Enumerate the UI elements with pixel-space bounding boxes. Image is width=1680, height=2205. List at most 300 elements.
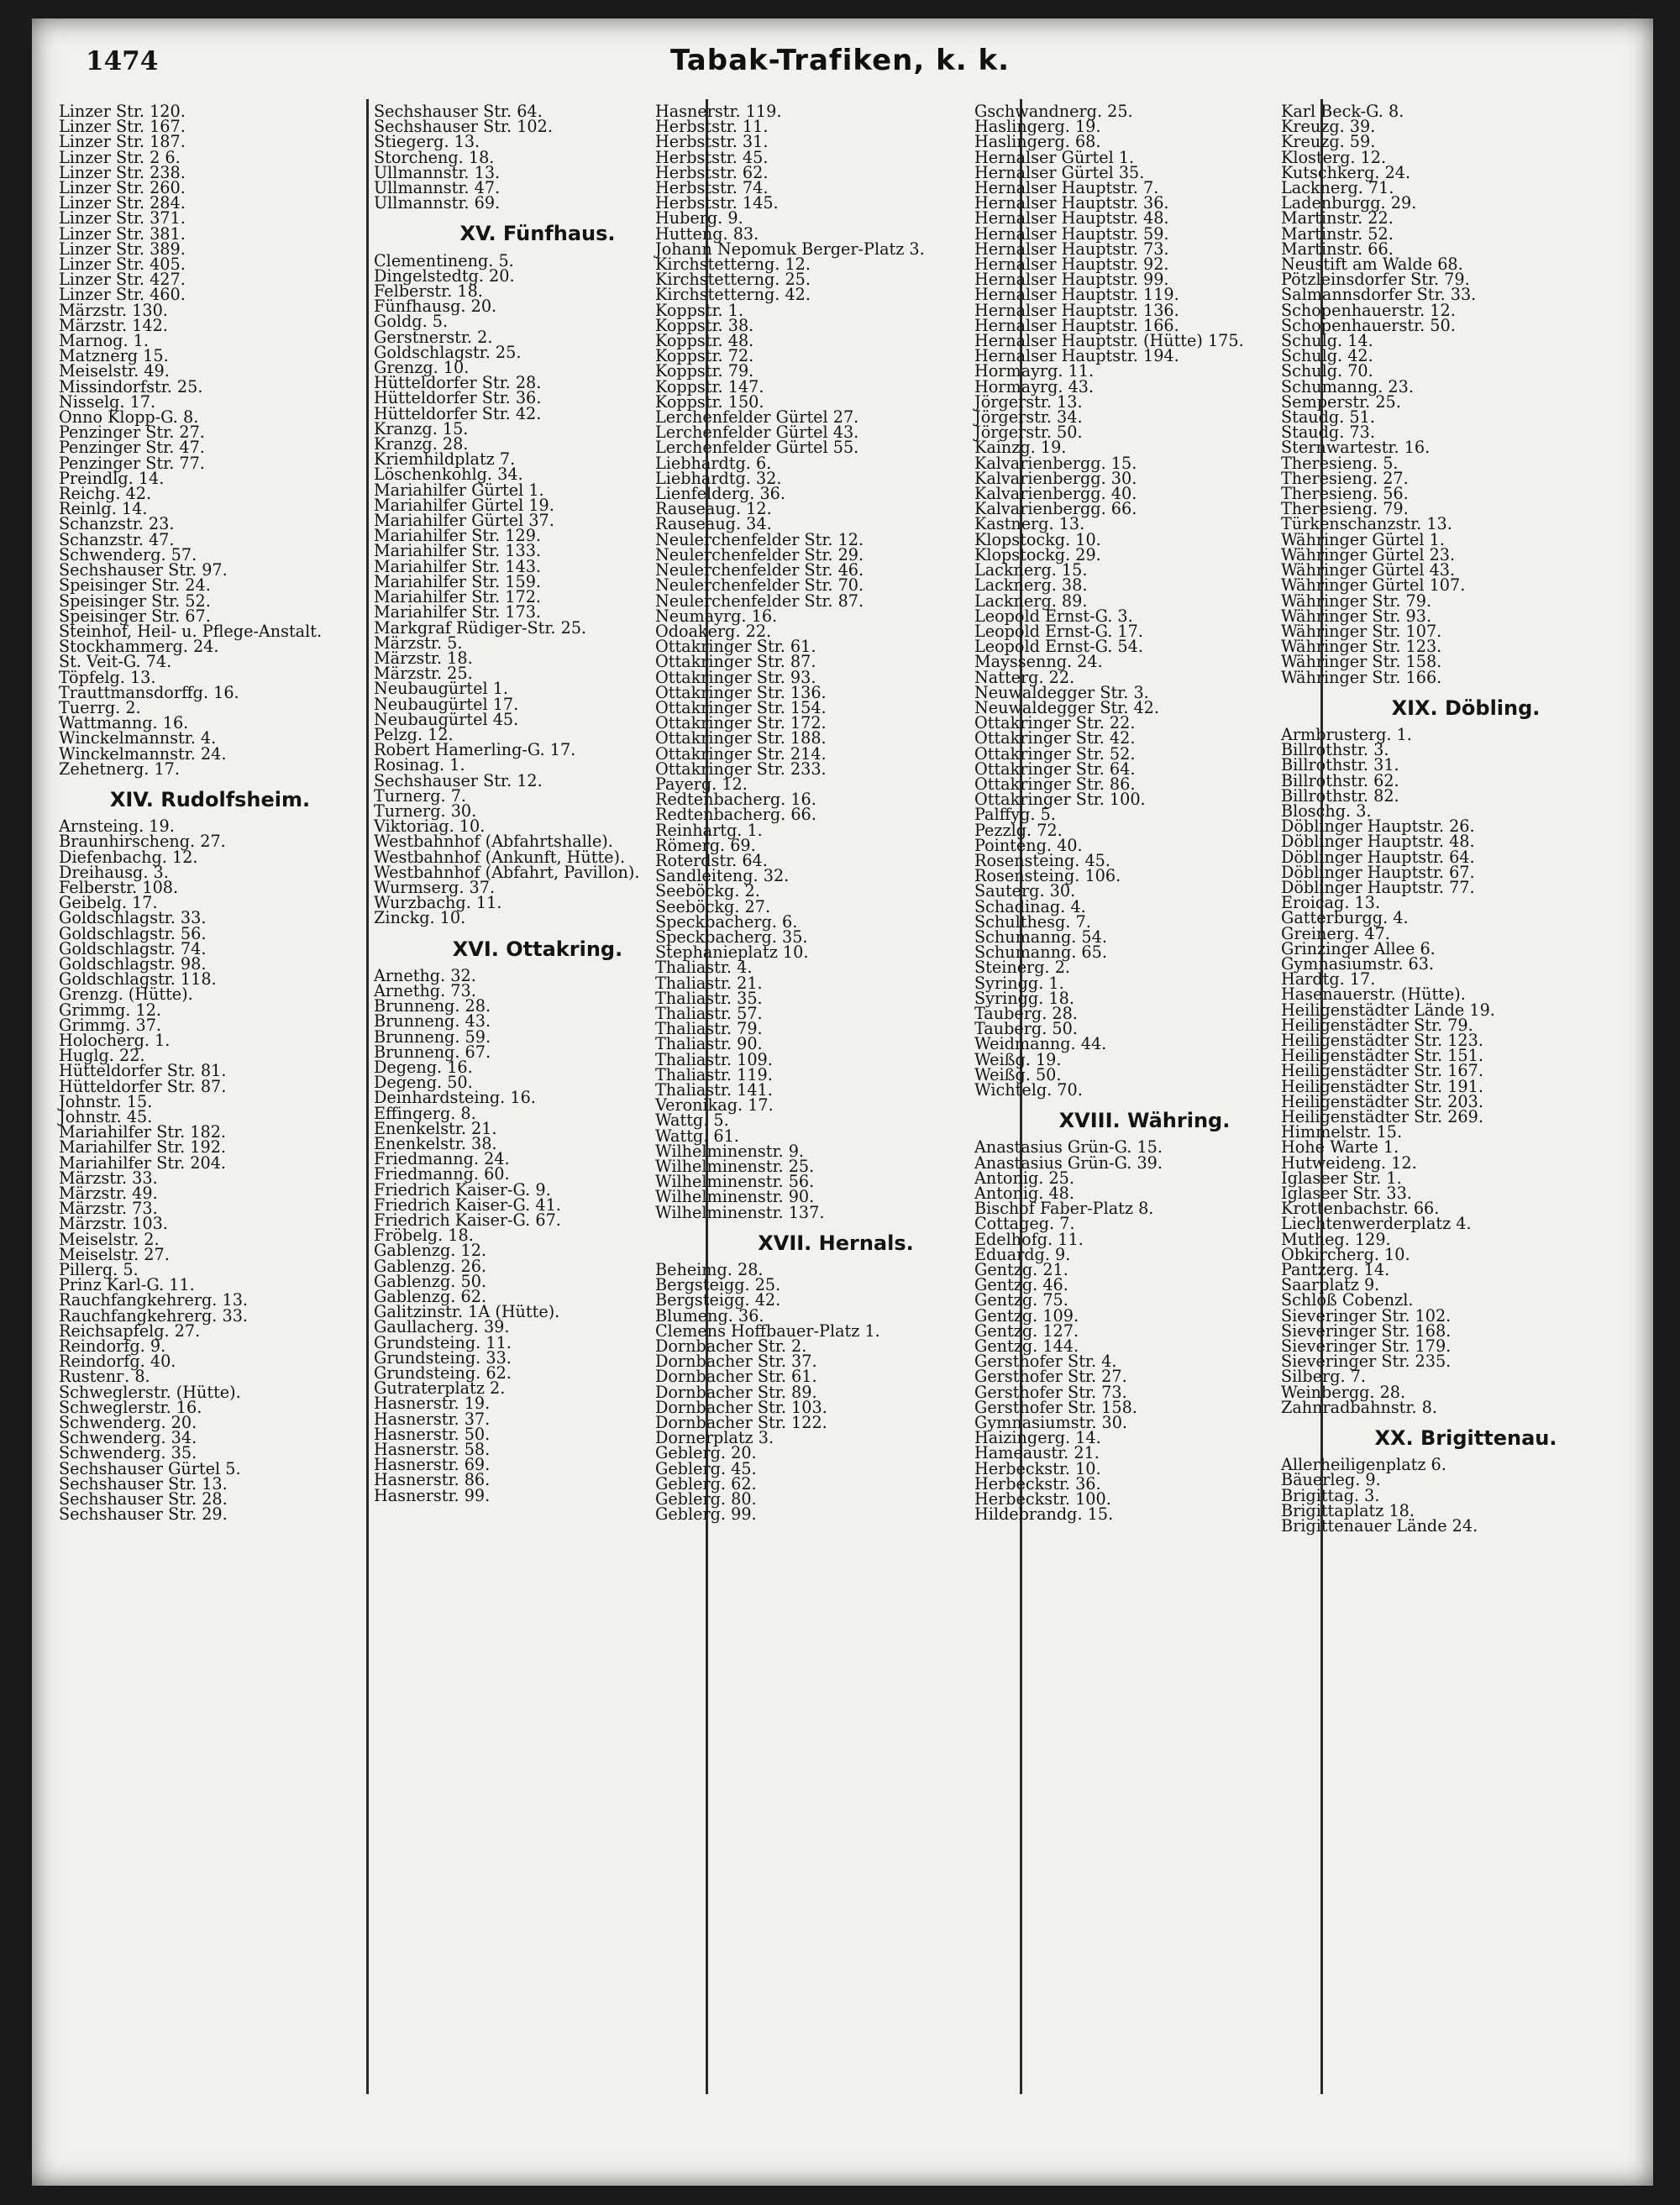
address-entry: Salmannsdorfer Str. 33. — [1281, 285, 1477, 305]
address-entry: Iglaseer Str. 1. — [1281, 1168, 1402, 1188]
address-entry: Sechshauser Str. 13. — [59, 1473, 228, 1494]
address-entry: Hasnerstr. 99. — [374, 1485, 491, 1505]
address-entry: Hardtg. 17. — [1281, 969, 1376, 990]
address-entry: Sandleiteng. 32. — [655, 866, 790, 886]
address-entry: Haizingerg. 14. — [974, 1428, 1101, 1448]
address-entry: Billrothstr. 62. — [1281, 770, 1399, 790]
address-entry: Klosterg. 12. — [1281, 147, 1387, 167]
address-entry: Staudg. 73. — [1281, 423, 1375, 443]
address-entry: Ottakringer Str. 233. — [655, 759, 827, 779]
address-entry: Weißg. 50. — [974, 1064, 1062, 1084]
address-entry: Reinlg. 14. — [59, 499, 148, 519]
address-entry: Geblerg. 20. — [655, 1443, 757, 1463]
address-entry: Marnog. 1. — [59, 331, 149, 351]
address-entry: Herbststr. 62. — [655, 162, 769, 182]
address-entry: Mayssenng. 24. — [974, 652, 1103, 672]
address-entry: Missindorfstr. 25. — [59, 376, 203, 396]
address-entry: Heiligenstädter Str. 151. — [1281, 1046, 1483, 1066]
address-entry: Hormayrg. 11. — [974, 361, 1095, 381]
address-entry: Meiselstr. 2. — [59, 1229, 160, 1249]
address-entry: Gaullacherg. 39. — [374, 1317, 510, 1337]
address-entry: Holocherg. 1. — [59, 1030, 171, 1050]
address-entry: Wattmanng. 16. — [59, 713, 189, 733]
address-entry: Zahnradbahnstr. 8. — [1281, 1397, 1437, 1417]
address-entry: Weinbergg. 28. — [1281, 1382, 1406, 1402]
address-entry: Döblinger Hauptstr. 64. — [1281, 847, 1475, 867]
address-entry: Herbststr. 145. — [655, 193, 779, 213]
address-entry: Ottakringer Str. 188. — [655, 728, 827, 748]
address-entry: Gablenzg. 26. — [374, 1256, 487, 1276]
address-entry: Rosensteing. 45. — [974, 850, 1110, 870]
address-entry: Allerheiligenplatz 6. — [1281, 1455, 1446, 1475]
address-entry: Rauseaug. 12. — [655, 499, 772, 519]
page-number: 1474 — [86, 46, 159, 76]
address-entry: Onno Klopp-G. 8. — [59, 407, 199, 428]
address-entry: Eroicag. 13. — [1281, 893, 1381, 913]
address-entry: Heiligenstädter Str. 123. — [1281, 1030, 1483, 1050]
address-entry: Billrothstr. 82. — [1281, 785, 1399, 806]
address-entry: Odoakerg. 22. — [655, 621, 772, 641]
address-entry: Brunneng. 43. — [374, 1011, 491, 1032]
address-entry: Geblerg. 45. — [655, 1458, 757, 1478]
address-entry: Herbststr. 74. — [655, 178, 769, 198]
address-entry: Stephanieplatz 10. — [655, 942, 809, 963]
address-entry: Kirchstetterng. 25. — [655, 270, 811, 290]
address-entry: Neulerchenfelder Str. 87. — [655, 591, 864, 611]
address-entry: Johnstr. 15. — [59, 1091, 153, 1111]
address-entry: Leopold Ernst-G. 3. — [974, 606, 1133, 626]
address-entry: Schumanng. 65. — [974, 942, 1107, 963]
address-entry: Hasnerstr. 37. — [374, 1409, 491, 1429]
address-entry: Lerchenfelder Gürtel 43. — [655, 423, 859, 443]
address-entry: Seeböckg. 27. — [655, 896, 771, 916]
address-entry: Märzstr. 142. — [59, 315, 168, 335]
address-entry: Neumayrg. 16. — [655, 606, 778, 626]
address-entry: Hasnerstr. 69. — [374, 1455, 491, 1475]
address-entry: Sechshauser Str. 29. — [59, 1504, 228, 1525]
address-entry: Friedmanng. 24. — [374, 1149, 510, 1169]
address-entry: Huberg. 9. — [655, 208, 743, 228]
address-entry: Sechshauser Str. 97. — [59, 560, 228, 580]
address-entry: Märzstr. 18. — [374, 648, 473, 668]
address-entry: Wattg. 5. — [655, 1110, 729, 1131]
address-entry: Neubaugürtel 17. — [374, 694, 519, 714]
address-entry: Weißg. 19. — [974, 1049, 1062, 1069]
address-entry: Hernalser Hauptstr. 99. — [974, 270, 1169, 290]
address-entry: Martinstr. 52. — [1281, 223, 1394, 244]
address-entry: Herbststr. 11. — [655, 117, 769, 137]
address-entry: Sieveringer Str. 102. — [1281, 1305, 1452, 1326]
address-entry: Märzstr. 25. — [374, 664, 473, 684]
address-entry: Hildebrandg. 15. — [974, 1504, 1114, 1525]
address-entry: Silberg. 7. — [1281, 1367, 1367, 1387]
address-entry: Ottakringer Str. 86. — [974, 774, 1136, 794]
address-entry: Koppstr. 147. — [655, 376, 764, 396]
address-entry: Linzer Str. 2 6. — [59, 147, 181, 167]
address-entry: Gymnasiumstr. 30. — [974, 1413, 1128, 1433]
district-heading: XV. Fünfhaus. — [459, 222, 616, 246]
address-entry: Währinger Gürtel 1. — [1281, 529, 1445, 549]
address-entry: Währinger Gürtel 23. — [1281, 544, 1456, 564]
address-entry: Armbrusterg. 1. — [1281, 724, 1412, 744]
address-entry: Hütteldorfer Str. 81. — [59, 1061, 227, 1081]
address-entry: Sieveringer Str. 235. — [1281, 1352, 1452, 1372]
address-entry: Jörgerstr. 34. — [974, 407, 1083, 428]
address-entry: Herbststr. 45. — [655, 147, 769, 167]
address-entry: Mariahilfer Str. 143. — [374, 556, 542, 576]
address-entry: Himmelstr. 15. — [1281, 1122, 1403, 1142]
address-entry: Hasnerstr. 50. — [374, 1424, 491, 1444]
address-entry: Neuwaldegger Str. 42. — [974, 697, 1159, 717]
address-entry: Koppstr. 48. — [655, 331, 754, 351]
address-entry: Neulerchenfelder Str. 70. — [655, 575, 864, 596]
address-entry: Speckbacherg. 6. — [655, 911, 798, 932]
address-entry: Degeng. 50. — [374, 1073, 473, 1093]
address-entry: Weidmanng. 44. — [974, 1034, 1107, 1054]
address-entry: Schulg. 14. — [1281, 331, 1373, 351]
address-entry: Bäuerleg. 9. — [1281, 1470, 1381, 1490]
address-entry: Meiselstr. 49. — [59, 361, 170, 381]
address-entry: Ullmannstr. 13. — [374, 162, 501, 182]
address-entry: Turnerg. 30. — [374, 801, 477, 821]
address-entry: Sauterg. 30. — [974, 881, 1076, 901]
address-entry: Theresieng. 79. — [1281, 499, 1409, 519]
address-entry: Hasnerstr. 58. — [374, 1440, 491, 1460]
address-entry: Hernalser Gürtel 35. — [974, 162, 1145, 182]
address-entry: Iglaseer Str. 33. — [1281, 1184, 1412, 1204]
address-entry: Kranzg. 15. — [374, 418, 469, 438]
address-entry: Lienfelderg. 36. — [655, 484, 785, 504]
address-entry: Mariahilfer Str. 172. — [374, 587, 542, 607]
address-entry: Gentzg. 21. — [974, 1260, 1068, 1280]
address-entry: Goldg. 5. — [374, 312, 449, 332]
address-entry: Johann Nepomuk Berger-Platz 3. — [655, 239, 925, 259]
address-entry: Arnethg. 73. — [374, 980, 476, 1000]
address-entry: Obkircherg. 10. — [1281, 1244, 1410, 1264]
address-entry: Hernalser Hauptstr. 7. — [974, 178, 1159, 198]
address-entry: Anastasius Grün-G. 15. — [974, 1137, 1163, 1158]
address-entry: Döblinger Hauptstr. 67. — [1281, 862, 1475, 882]
address-entry: Eduardg. 9. — [974, 1244, 1071, 1264]
address-entry: Grenzg. (Hütte). — [59, 984, 193, 1005]
address-entry: Mariahilfer Str. 129. — [374, 526, 542, 546]
address-entry: Heiligenstädter Lände 19. — [1281, 1000, 1495, 1020]
address-entry: Schwenderg. 34. — [59, 1428, 197, 1448]
address-entry: Rosensteing. 106. — [974, 866, 1121, 886]
address-entry: Winckelmannstr. 4. — [59, 728, 217, 748]
address-entry: Lacknerg. 89. — [974, 591, 1088, 611]
address-entry: Linzer Str. 371. — [59, 208, 186, 228]
address-entry: Ottakringer Str. 100. — [974, 790, 1146, 810]
address-entry: Sechshauser Gürtel 5. — [59, 1458, 241, 1478]
address-entry: Clemens Hoffbauer-Platz 1. — [655, 1320, 880, 1341]
district-heading: XIV. Rudolfsheim. — [109, 787, 311, 811]
address-entry: Reichg. 42. — [59, 484, 152, 504]
address-entry: Kalvarienbergg. 30. — [974, 468, 1137, 488]
address-entry: Rauchfangkehrerg. 33. — [59, 1305, 249, 1326]
address-entry: Währinger Gürtel 107. — [1281, 575, 1466, 596]
address-entry: Mariahilfer Gürtel 1. — [374, 480, 544, 500]
address-entry: Haslingerg. 19. — [974, 117, 1101, 137]
address-entry: Lerchenfelder Gürtel 55. — [655, 438, 859, 458]
address-entry: Heiligenstädter Str. 203. — [1281, 1091, 1483, 1111]
address-entry: Geblerg. 80. — [655, 1489, 757, 1509]
address-entry: Reichsapfelg. 27. — [59, 1320, 201, 1341]
address-entry: Reinhartg. 1. — [655, 820, 763, 840]
address-entry: Neulerchenfelder Str. 29. — [655, 544, 864, 564]
address-entry: Schulg. 70. — [1281, 361, 1373, 381]
address-entry: Rauseaug. 34. — [655, 514, 772, 534]
address-entry: Hasnerstr. 19. — [374, 1394, 491, 1414]
address-entry: Klopstockg. 10. — [974, 529, 1101, 549]
address-entry: Fünfhausg. 20. — [374, 297, 497, 317]
address-entry: Linzer Str. 120. — [59, 102, 186, 121]
address-entry: Natterg. 22. — [974, 667, 1075, 687]
address-entry: Penzinger Str. 27. — [59, 423, 205, 443]
address-entry: Gschwandnerg. 25. — [974, 102, 1133, 121]
address-entry: Kastnerg. 13. — [974, 514, 1085, 534]
district-heading: XVII. Hernals. — [758, 1231, 914, 1255]
address-entry: Antonig. 25. — [974, 1168, 1074, 1188]
address-entry: Kutschkerg. 24. — [1281, 162, 1411, 182]
address-entry: Friedrich Kaiser-G. 41. — [374, 1194, 561, 1215]
address-entry: Schulthesg. 7. — [974, 911, 1091, 932]
address-entry: Thaliastr. 119. — [655, 1064, 773, 1084]
address-entry: Sternwartestr. 16. — [1281, 438, 1431, 458]
address-entry: Wilhelminenstr. 90. — [655, 1187, 815, 1207]
address-entry: Schopenhauerstr. 50. — [1281, 315, 1456, 335]
address-entry: Linzer Str. 260. — [59, 178, 186, 198]
address-entry: Markgraf Rüdiger-Str. 25. — [374, 617, 587, 638]
address-entry: Nisselg. 17. — [59, 391, 156, 412]
address-entry: Dornerplatz 3. — [655, 1428, 774, 1448]
address-entry: Koppstr. 79. — [655, 361, 754, 381]
address-entry: Deinhardsteing. 16. — [374, 1088, 536, 1108]
address-entry: Goldschlagstr. 25. — [374, 342, 522, 362]
address-entry: Edelhofg. 11. — [974, 1229, 1084, 1249]
address-entry: Hutweideng. 12. — [1281, 1152, 1417, 1173]
address-entry: Gentzg. 109. — [974, 1305, 1079, 1326]
address-entry: Herbeckstr. 36. — [974, 1473, 1101, 1494]
address-entry: Hasenauerstr. (Hütte). — [1281, 984, 1466, 1005]
address-entry: Heiligenstädter Str. 79. — [1281, 1015, 1473, 1035]
address-entry: Schanzstr. 47. — [59, 529, 175, 549]
column-5 — [1281, 104, 1651, 1534]
address-entry: Währinger Str. 166. — [1281, 667, 1442, 687]
address-entry: Huglg. 22. — [59, 1046, 145, 1066]
address-entry: Diefenbachg. 12. — [59, 847, 198, 867]
address-entry: Märzstr. 33. — [59, 1168, 158, 1188]
address-entry: Goldschlagstr. 33. — [59, 908, 207, 928]
address-entry: Turnerg. 7. — [374, 785, 467, 806]
address-entry: Klopstockg. 29. — [974, 544, 1101, 564]
address-entry: Thaliastr. 141. — [655, 1080, 773, 1100]
address-entry: Zinckg. 10. — [374, 908, 466, 928]
address-entry: Braunhirscheng. 27. — [59, 832, 226, 852]
address-entry: Effingerg. 8. — [374, 1103, 476, 1123]
address-entry: Prinz Karl-G. 11. — [59, 1275, 195, 1295]
address-entry: Westbahnhof (Ankunft, Hütte). — [374, 847, 626, 867]
address-entry: Goldschlagstr. 56. — [59, 923, 207, 943]
address-entry: Koppstr. 72. — [655, 346, 754, 366]
address-entry: Ullmannstr. 47. — [374, 178, 501, 198]
address-entry: Mutheg. 129. — [1281, 1229, 1391, 1249]
address-entry: Dornbacher Str. 89. — [655, 1382, 817, 1402]
address-entry: Neulerchenfelder Str. 46. — [655, 560, 864, 580]
address-entry: Hohe Warte 1. — [1281, 1137, 1399, 1158]
address-entry: Ullmannstr. 69. — [374, 193, 501, 213]
address-entry: Winckelmannstr. 24. — [59, 743, 227, 764]
address-entry: Karl Beck-G. 8. — [1281, 102, 1404, 121]
address-entry: Pötzleinsdorfer Str. 79. — [1281, 270, 1470, 290]
address-entry: Wurmserg. 37. — [374, 877, 496, 897]
address-entry: Payerg. 12. — [655, 774, 748, 794]
address-entry: Rauchfangkehrerg. 13. — [59, 1290, 249, 1310]
address-entry: Linzer Str. 238. — [59, 162, 186, 182]
address-entry: Mariahilfer Str. 133. — [374, 541, 542, 561]
address-entry: Gentzg. 144. — [974, 1336, 1079, 1357]
address-entry: Döblinger Hauptstr. 48. — [1281, 832, 1475, 852]
address-entry: Linzer Str. 389. — [59, 239, 186, 259]
address-entry: Märzstr. 49. — [59, 1184, 158, 1204]
address-entry: Jörgerstr. 50. — [974, 423, 1083, 443]
address-entry: Enenkelstr. 21. — [374, 1118, 497, 1138]
column-rule — [366, 99, 369, 2094]
address-entry: Haslingerg. 68. — [974, 132, 1101, 152]
address-entry: Währinger Str. 158. — [1281, 652, 1442, 672]
address-entry: Döblinger Hauptstr. 77. — [1281, 877, 1475, 897]
address-entry: Linzer Str. 167. — [59, 117, 186, 137]
address-entry: Gutraterplatz 2. — [374, 1378, 506, 1399]
address-entry: Währinger Str. 123. — [1281, 637, 1442, 657]
address-entry: Linzer Str. 427. — [59, 270, 186, 290]
address-entry: Westbahnhof (Abfahrtshalle). — [374, 832, 613, 852]
address-entry: Friedmanng. 60. — [374, 1164, 510, 1184]
address-entry: Syringg. 1. — [974, 973, 1064, 993]
address-entry: Gerstnerstr. 2. — [374, 327, 493, 347]
address-entry: Kalvarienbergg. 15. — [974, 453, 1137, 473]
address-entry: Gymnasiumstr. 63. — [1281, 953, 1435, 974]
address-entry: Schweglerstr. (Hütte). — [59, 1382, 241, 1402]
address-entry: Thaliastr. 79. — [655, 1019, 763, 1039]
address-entry: Speisinger Str. 24. — [59, 575, 211, 596]
address-entry: Bloschg. 3. — [1281, 801, 1372, 821]
address-entry: Gablenzg. 62. — [374, 1287, 487, 1307]
address-entry: Ottakringer Str. 61. — [655, 637, 816, 657]
address-entry: Sechshauser Str. 64. — [374, 102, 543, 121]
address-entry: Währinger Str. 107. — [1281, 621, 1442, 641]
address-entry: Hasnerstr. 119. — [655, 102, 782, 121]
address-entry: St. Veit-G. 74. — [59, 652, 172, 672]
district-heading: XVIII. Währing. — [1058, 1109, 1231, 1133]
address-entry: Speisinger Str. 67. — [59, 606, 211, 626]
address-entry: Neuwaldegger Str. 3. — [974, 682, 1149, 702]
address-entry: Kalvarienbergg. 40. — [974, 484, 1137, 504]
address-entry: Enenkelstr. 38. — [374, 1134, 497, 1153]
address-entry: Penzinger Str. 77. — [59, 453, 205, 473]
address-entry: Goldschlagstr. 74. — [59, 938, 207, 958]
address-entry: Ottakringer Str. 136. — [655, 682, 827, 702]
address-entry: Cottageg. 7. — [974, 1214, 1075, 1234]
address-entry: Seeböckg. 2. — [655, 881, 760, 901]
address-entry: Leopold Ernst-G. 17. — [974, 621, 1143, 641]
address-entry: Türkenschanzstr. 13. — [1281, 514, 1452, 534]
address-entry: Thaliastr. 90. — [655, 1034, 763, 1054]
address-entry: Gatterburgg. 4. — [1281, 908, 1409, 928]
address-entry: Heiligenstädter Str. 269. — [1281, 1107, 1483, 1126]
address-entry: Mariahilfer Str. 204. — [59, 1152, 227, 1173]
address-entry: Kainzg. 19. — [974, 438, 1067, 458]
running-title: Tabak-Trafiken, k. k. — [670, 44, 1010, 77]
address-entry: Neubaugürtel 45. — [374, 709, 519, 729]
address-entry: Herbeckstr. 10. — [974, 1458, 1101, 1478]
address-entry: Theresieng. 5. — [1281, 453, 1399, 473]
address-entry: Hernalser Hauptstr. (Hütte) 175. — [974, 331, 1244, 351]
address-entry: Linzer Str. 460. — [59, 285, 186, 305]
address-entry: Reindorfg. 9. — [59, 1336, 166, 1357]
address-entry: Krottenbachstr. 66. — [1281, 1199, 1440, 1219]
address-entry: Westbahnhof (Abfahrt, Pavillon). — [374, 862, 640, 882]
address-entry: Gersthofer Str. 73. — [974, 1382, 1127, 1402]
address-entry: Pointeng. 40. — [974, 835, 1083, 855]
address-entry: Storcheng. 18. — [374, 147, 495, 167]
address-entry: Thaliastr. 21. — [655, 973, 763, 993]
address-entry: Schulg. 42. — [1281, 346, 1373, 366]
address-entry: Brigittenauer Lände 24. — [1281, 1516, 1478, 1536]
address-entry: Wilhelminenstr. 25. — [655, 1157, 815, 1177]
address-entry: Neustift am Walde 68. — [1281, 255, 1463, 275]
address-entry: Kranzg. 28. — [374, 434, 469, 454]
address-entry: Goldschlagstr. 118. — [59, 969, 217, 990]
address-entry: Neulerchenfelder Str. 12. — [655, 529, 864, 549]
address-entry: Thaliastr. 4. — [655, 958, 753, 978]
address-entry: Wilhelminenstr. 56. — [655, 1172, 815, 1192]
address-entry: Mariahilfer Str. 192. — [59, 1137, 227, 1158]
address-entry: Geblerg. 62. — [655, 1473, 757, 1494]
address-entry: Mariahilfer Gürtel 19. — [374, 495, 554, 515]
address-entry: Geblerg. 99. — [655, 1504, 757, 1525]
address-entry: Währinger Str. 93. — [1281, 606, 1432, 626]
address-entry: Liebhardtg. 32. — [655, 468, 782, 488]
address-entry: Sechshauser Str. 102. — [374, 117, 553, 137]
address-entry: Hernalser Hauptstr. 36. — [974, 193, 1169, 213]
address-entry: Märzstr. 130. — [59, 300, 168, 320]
district-heading: XX. Brigittenau. — [1374, 1426, 1557, 1451]
address-entry: Tuerrg. 2. — [59, 697, 141, 717]
address-entry: Töpfelg. 13. — [59, 667, 156, 687]
address-entry: Schadinag. 4. — [974, 896, 1086, 916]
address-entry: Kreuzg. 59. — [1281, 132, 1376, 152]
address-entry: Linzer Str. 284. — [59, 193, 186, 213]
address-entry: Rosinag. 1. — [374, 755, 465, 775]
address-entry: Brigittaplatz 18. — [1281, 1500, 1415, 1520]
address-entry: Stiegerg. 13. — [374, 132, 480, 152]
address-entry: Hernalser Hauptstr. 59. — [974, 223, 1169, 244]
address-entry: Viktoriag. 10. — [374, 816, 486, 837]
address-entry: Mariahilfer Str. 173. — [374, 602, 542, 622]
address-entry: Pezzlg. 72. — [974, 820, 1063, 840]
address-entry: Geibelg. 17. — [59, 893, 158, 913]
column-3 — [655, 102, 1016, 1525]
address-entry: Lacknerg. 15. — [974, 560, 1088, 580]
address-entry: Brunneng. 67. — [374, 1042, 491, 1062]
address-entry: Pelzg. 12. — [374, 724, 454, 744]
address-entry: Matznerg 15. — [59, 346, 169, 366]
address-entry: Gentzg. 127. — [974, 1320, 1079, 1341]
address-entry: Ottakringer Str. 172. — [655, 713, 827, 733]
address-entry: Stockhammerg. 24. — [59, 637, 219, 657]
address-entry: Gablenzg. 12. — [374, 1241, 487, 1261]
